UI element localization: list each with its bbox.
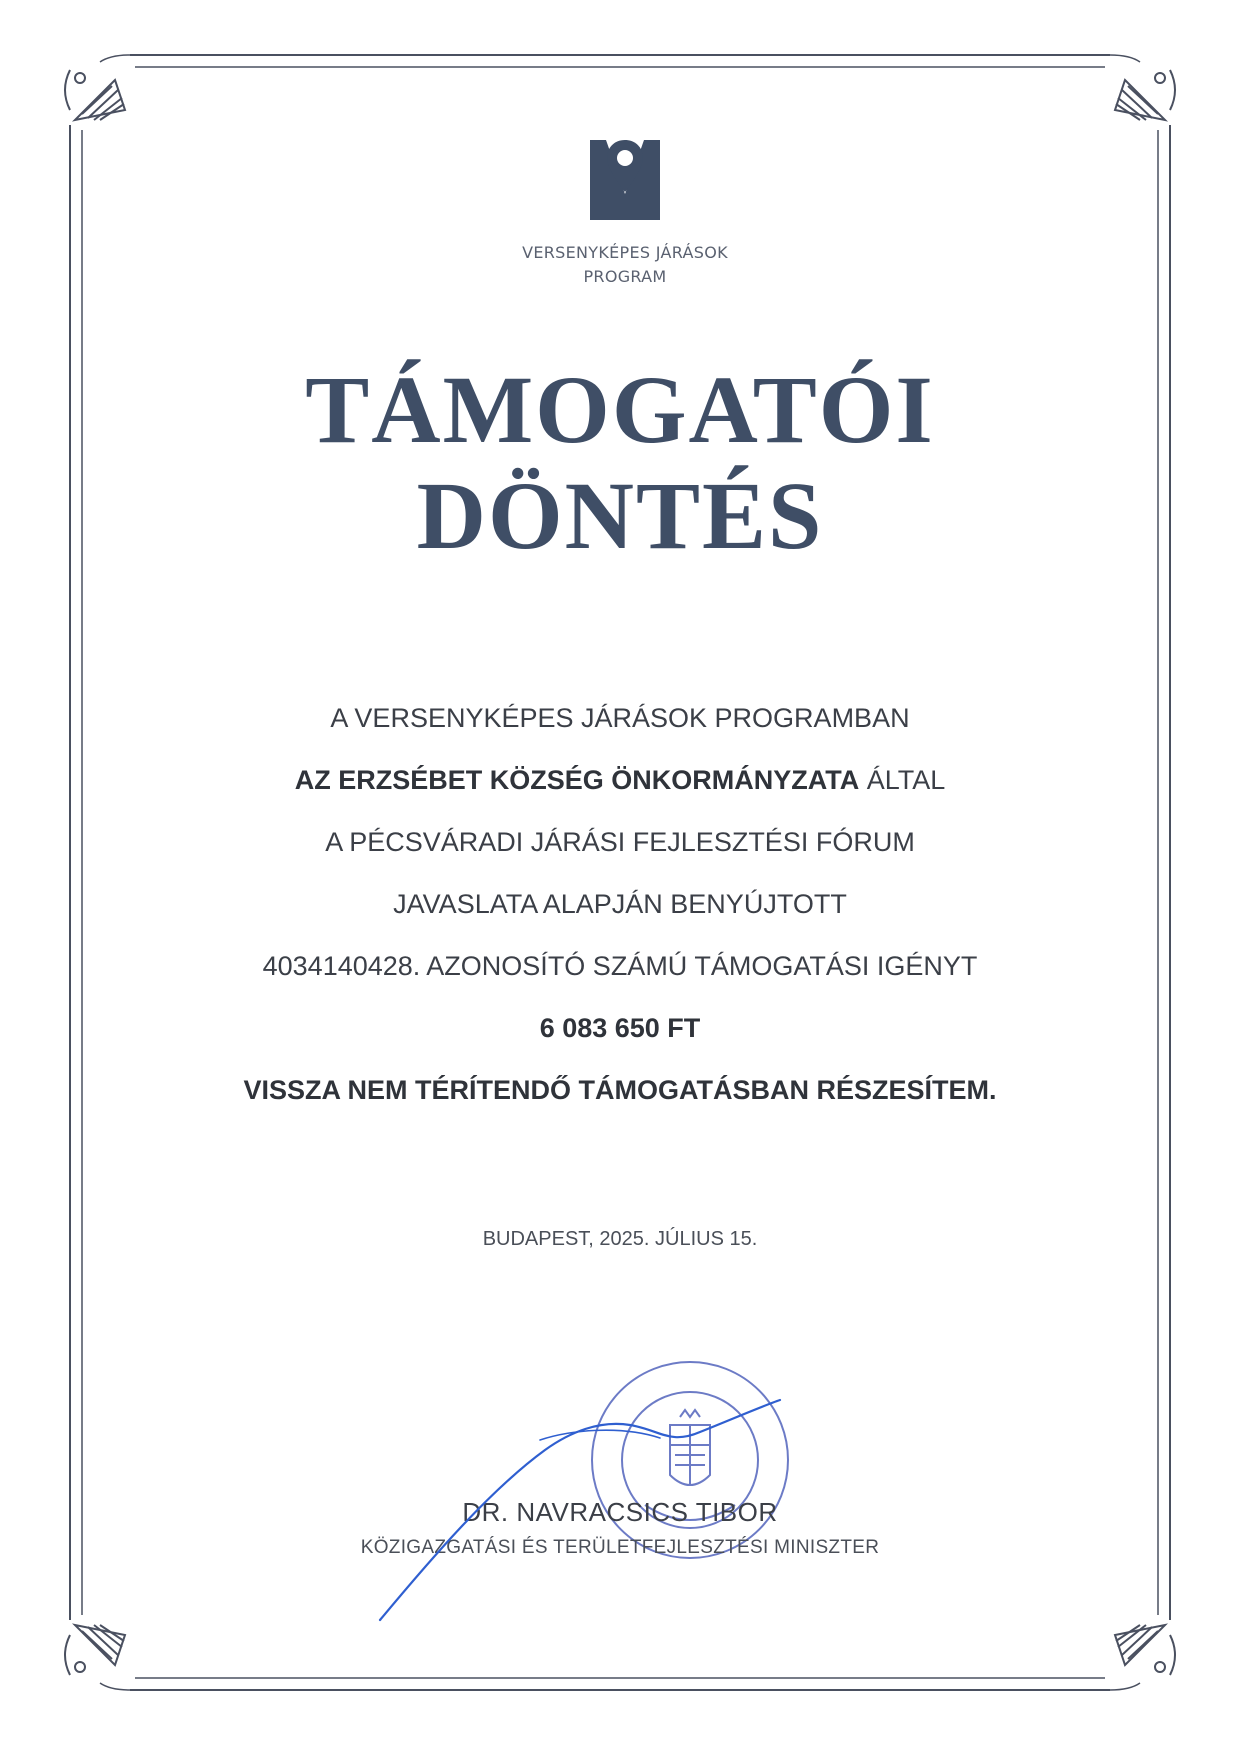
body-line-submitted: JAVASLATA ALAPJÁN BENYÚJTOTT bbox=[393, 889, 847, 919]
body-line-applicant bbox=[120, 767, 1120, 794]
program-name-line2: PROGRAM bbox=[583, 267, 667, 286]
body-line-forum: A PÉCSVÁRADI JÁRÁSI FEJLESZTÉSI FÓRUM bbox=[325, 827, 915, 857]
body-line-program: A VERSENYKÉPES JÁRÁSOK PROGRAMBAN bbox=[330, 703, 910, 733]
body-line-application-id: 4034140428. AZONOSÍTÓ SZÁMÚ TÁMOGATÁSI IGÉNYT bbox=[262, 951, 978, 981]
program-name-line1: VERSENYKÉPES JÁRÁSOK bbox=[522, 243, 728, 262]
signatory-name: DR. NAVRACSICS TIBOR bbox=[462, 1497, 778, 1527]
fan-ornament-icon bbox=[1115, 70, 1175, 120]
decision-statement: VISSZA NEM TÉRÍTENDŐ TÁMOGATÁSBAN RÉSZESÍTEM. bbox=[243, 1075, 997, 1105]
applicant-name: AZ ERZSÉBET KÖZSÉG ÖNKORMÁNYZATA bbox=[294, 765, 860, 795]
place-and-date: BUDAPEST, 2025. JÚLIUS 15. bbox=[482, 1228, 758, 1250]
applicant-suffix: ÁLTAL bbox=[859, 765, 946, 795]
grant-amount: 6 083 650 FT bbox=[539, 1013, 701, 1043]
fan-ornament-icon bbox=[65, 1625, 125, 1675]
handwritten-signature-icon bbox=[370, 1370, 790, 1630]
location-pin-v-icon bbox=[590, 140, 660, 220]
fan-ornament-icon bbox=[1115, 1625, 1175, 1675]
document-title-line2: DÖNTÉS bbox=[416, 462, 824, 569]
document-title-line1: TÁMOGATÓI bbox=[305, 356, 935, 463]
signatory-title: KÖZIGAZGATÁSI ÉS TERÜLETFEJLESZTÉSI MINISZTER bbox=[360, 1537, 880, 1558]
fan-ornament-icon bbox=[65, 70, 125, 120]
